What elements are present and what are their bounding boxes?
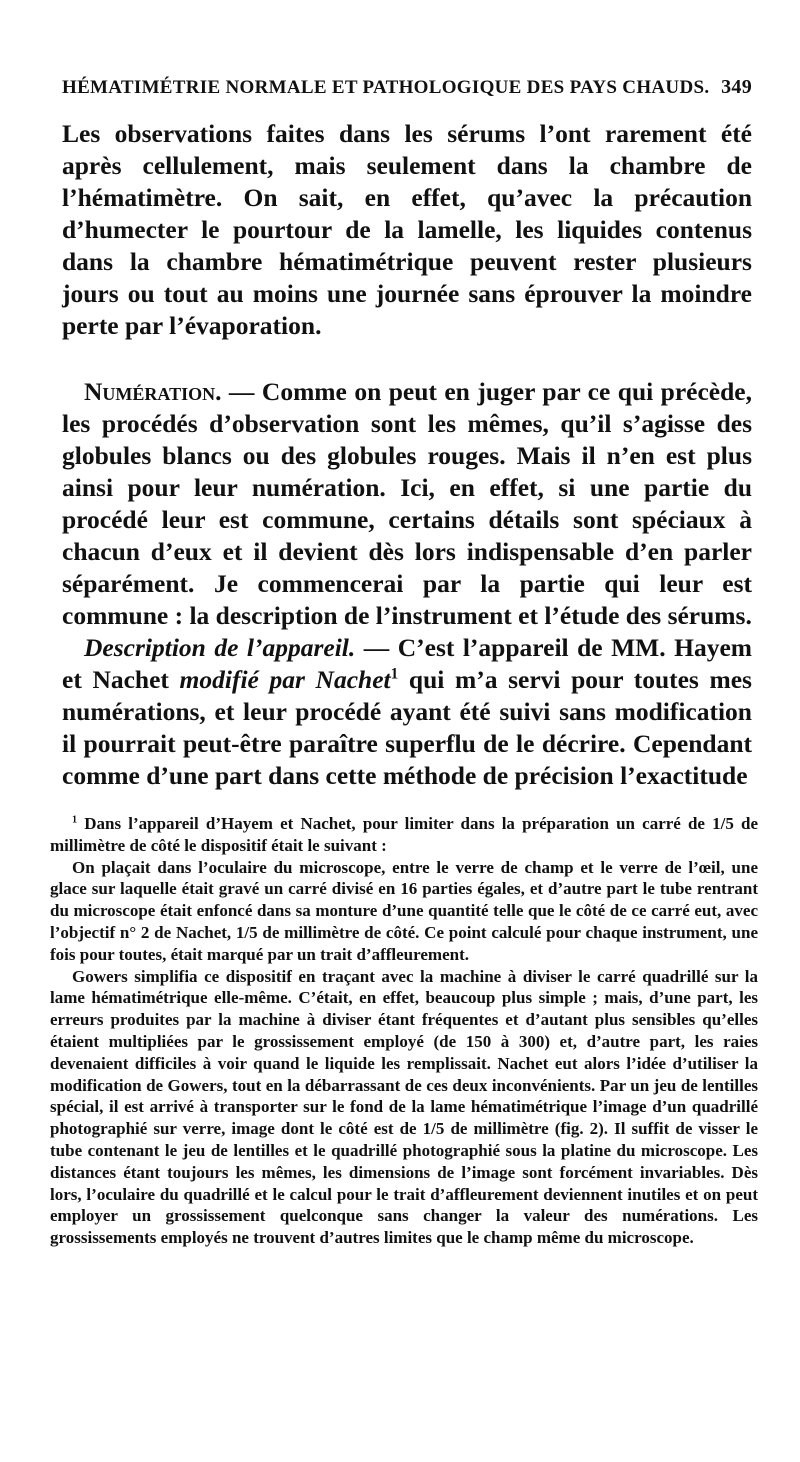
- footnote-paragraph-oculaire: On plaçait dans l’oculaire du microscope, entre le verre de champ et le verre de l’œil, une glace sur laquelle était gravé un carré divisé en 16 parties égales, et d’autre part le tube rentrant du microscope était enfoncé dans sa monture d’une quantité telle que le côté de ce carré eut, avec l’objectif n° 2 de Nachet, 1/5 de millimètre de côté. Ce point calculé pour chaque instrument, une fois pour toutes, était marqué par un trait d’affleurement.: [50, 857, 758, 964]
- footnote-1: [50, 813, 758, 857]
- footnote-1-mark: 1: [72, 814, 78, 826]
- page-number: 349: [721, 76, 752, 98]
- paragraph-numeration-text: — Comme on peut en juger par ce qui précède, les procédés d’observation sont les mêmes, qu’il s’agisse des globules blancs ou des globules rouges. Mais il n’en est plus ainsi pour leur numération. Ici, en effet, si une partie du procédé leur est commune, certains détails sont spéciaux à chacun d’eux et il devient dès lors indispensable d’en parler séparément. Je commencerai par la partie qui leur est commune : la description de l’instrument et l’étude des sérums.: [62, 377, 752, 630]
- footnotes: [50, 813, 758, 1249]
- paragraph-numeration: [62, 376, 752, 632]
- footnote-ref: 1: [390, 665, 399, 683]
- paragraph-description: [62, 632, 752, 792]
- footnote-paragraph-gowers: Gowers simplifia ce dispositif en traçant avec la machine à diviser le carré quadrillé sur la lame hématimétrique elle-même. C’était, en effet, beaucoup plus simple ; mais, d’une part, les erreurs produites par la machine à diviser étant fréquentes et d’autant plus sensibles qu’elles étaient multipliées par le grossissement employé (de 150 à 300) et, d’autre part, les raies devenaient difficiles à voir quand le liquide les remplissait. Nachet eut alors l’idée d’utiliser la modification de Gowers, tout en la débarrassant de ces deux inconvénients. Par un jeu de lentilles spécial, il est arrivé à transporter sur le fond de la lame hématimétrique l’image d’un quadrillé photographié sur verre, image dont le côté est de 1/5 de millimètre (fig. 2). Il suffit de visser le tube contenant le jeu de lentilles et le quadrillé photographié sous la platine du microscope. Les distances étant toujours les mêmes, les dimensions de l’image sont forcément invariables. Dès lors, l’oculaire du quadrillé et le calcul pour le trait d’affleurement deviennent inutiles et on peut employer un grossissement quelconque sans changer la valeur des numérations. Les grossissements employés ne trouvent d’autres limites que le champ même du microscope.: [50, 966, 758, 1248]
- running-title: HÉMATIMÉTRIE NORMALE ET PATHOLOGIQUE DES PAYS CHAUDS.: [62, 77, 710, 98]
- paragraph-description-text-b: qui m’a servi pour toutes mes numérations, et leur procédé ayant été suivi sans modification il pourrait peut-être paraître superflu de le décrire. Cependant comme d’une part dans cette méthode de précision l’exactitude: [62, 665, 752, 790]
- paragraph-description-italic: modifié par Nachet: [179, 665, 391, 694]
- section-heading-description: Description de l’appareil.: [84, 633, 356, 662]
- section-heading-numeration: Numération.: [84, 377, 222, 406]
- paragraph-description-text-a: — C’est l’appareil de MM. Hayem et Nachet: [62, 633, 752, 694]
- paragraph-observations: Les observations faites dans les sérums l’ont rarement été après cellulement, mais seulement dans la chambre de l’hématimètre. On sait, en effet, qu’avec la précaution d’humecter le pourtour de la lamelle, les liquides contenus dans la chambre hématimétrique peuvent rester plusieurs jours ou tout au moins une journée sans éprouver la moindre perte par l’évaporation.: [62, 119, 752, 340]
- main-text: [62, 118, 752, 792]
- running-header: [62, 76, 752, 99]
- footnote-1-text: Dans l’appareil d’Hayem et Nachet, pour limiter dans la préparation un carré de 1/5 de millimètre de côté le dispositif était le suivant :: [50, 814, 758, 855]
